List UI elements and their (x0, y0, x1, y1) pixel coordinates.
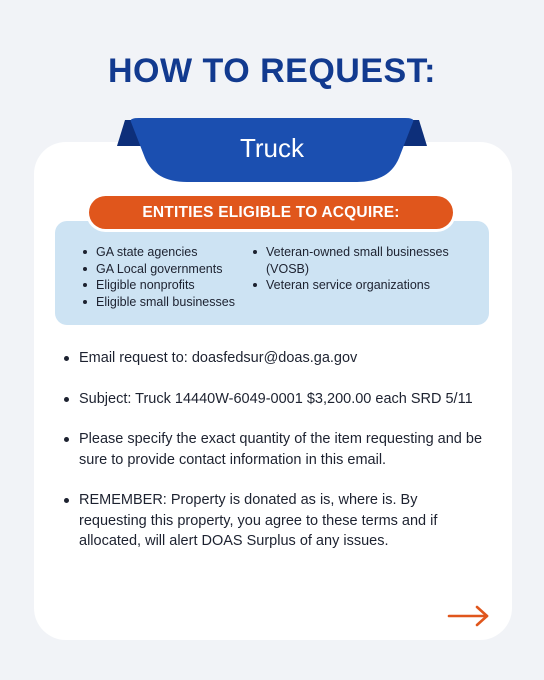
page-heading: HOW TO REQUEST: (108, 52, 436, 90)
request-steps (62, 348, 486, 572)
eligible-entity: Veteran-owned small businesses (VOSB) (251, 244, 471, 277)
eligible-entity: Eligible nonprofits (81, 277, 251, 294)
step-email: Email request to: doasfedsur@doas.ga.gov (62, 348, 486, 369)
step-reminder: REMEMBER: Property is donated as is, where is. By requesting this property, you agree to these terms and if allocated, will alert DOAS Surplus of any issues. (62, 490, 486, 552)
eligible-entity: Veteran service organizations (251, 277, 471, 294)
eligible-list-right (251, 244, 471, 294)
item-name: Truck (239, 133, 305, 163)
eligible-entity: GA Local governments (81, 261, 251, 278)
step-quantity: Please specify the exact quantity of the item requesting and be sure to provide contact information in this email. (62, 429, 486, 470)
eligible-entity: GA state agencies (81, 244, 251, 261)
eligible-list-left (81, 244, 251, 310)
arrow-right-icon[interactable] (447, 604, 491, 628)
eligibility-title: ENTITIES ELIGIBLE TO ACQUIRE: (89, 196, 453, 229)
eligible-entity: Eligible small businesses (81, 294, 251, 311)
step-subject: Subject: Truck 14440W-6049-0001 $3,200.00 each SRD 5/11 (62, 389, 486, 410)
